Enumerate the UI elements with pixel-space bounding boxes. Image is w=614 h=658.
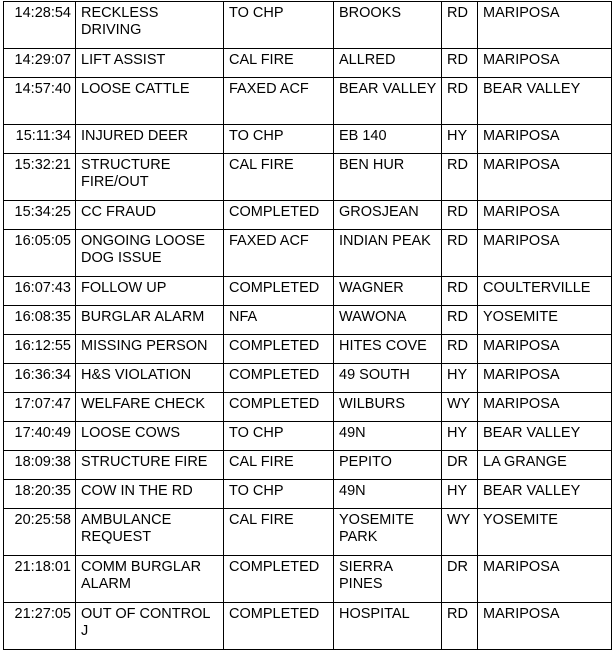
incident-log-body — [4, 2, 612, 650]
disposition-cell: FAXED ACF — [224, 78, 334, 125]
street-type-cell: DR — [442, 556, 478, 603]
incident-cell: RECKLESS DRIVING — [76, 2, 224, 49]
area-cell: MARIPOSA — [478, 393, 612, 422]
street-cell: WAGNER — [334, 277, 442, 306]
area-cell: BEAR VALLEY — [478, 480, 612, 509]
table-row — [4, 556, 612, 603]
disposition-cell: NFA — [224, 306, 334, 335]
street-cell: HITES COVE — [334, 335, 442, 364]
table-row — [4, 451, 612, 480]
incident-cell: ONGOING LOOSE DOG ISSUE — [76, 230, 224, 277]
table-row — [4, 306, 612, 335]
table-row — [4, 2, 612, 49]
incident-cell: BURGLAR ALARM — [76, 306, 224, 335]
table-row — [4, 154, 612, 201]
time-cell: 16:07:43 — [4, 277, 76, 306]
street-type-cell: RD — [442, 335, 478, 364]
time-cell: 14:28:54 — [4, 2, 76, 49]
area-cell: MARIPOSA — [478, 556, 612, 603]
time-cell: 17:40:49 — [4, 422, 76, 451]
street-type-cell: RD — [442, 2, 478, 49]
time-cell: 21:18:01 — [4, 556, 76, 603]
disposition-cell: COMPLETED — [224, 393, 334, 422]
street-type-cell: RD — [442, 49, 478, 78]
table-row — [4, 277, 612, 306]
street-cell: PEPITO — [334, 451, 442, 480]
street-type-cell: RD — [442, 230, 478, 277]
street-cell: GROSJEAN — [334, 201, 442, 230]
street-cell: ALLRED — [334, 49, 442, 78]
incident-cell: INJURED DEER — [76, 125, 224, 154]
street-type-cell: WY — [442, 509, 478, 556]
time-cell: 18:20:35 — [4, 480, 76, 509]
area-cell: MARIPOSA — [478, 364, 612, 393]
incident-cell: OUT OF CONTROL J — [76, 603, 224, 650]
area-cell: MARIPOSA — [478, 201, 612, 230]
time-cell: 14:29:07 — [4, 49, 76, 78]
street-type-cell: WY — [442, 393, 478, 422]
street-cell: HOSPITAL — [334, 603, 442, 650]
incident-cell: LOOSE COWS — [76, 422, 224, 451]
table-row — [4, 125, 612, 154]
area-cell: BEAR VALLEY — [478, 422, 612, 451]
incident-cell: H&S VIOLATION — [76, 364, 224, 393]
street-cell: 49N — [334, 422, 442, 451]
street-cell: SIERRA PINES — [334, 556, 442, 603]
table-row — [4, 393, 612, 422]
table-row — [4, 201, 612, 230]
incident-cell: COW IN THE RD — [76, 480, 224, 509]
table-row — [4, 78, 612, 125]
disposition-cell: CAL FIRE — [224, 451, 334, 480]
street-type-cell: RD — [442, 603, 478, 650]
street-type-cell: RD — [442, 277, 478, 306]
table-row — [4, 422, 612, 451]
area-cell: BEAR VALLEY — [478, 78, 612, 125]
incident-cell: LOOSE CATTLE — [76, 78, 224, 125]
disposition-cell: CAL FIRE — [224, 509, 334, 556]
street-type-cell: HY — [442, 422, 478, 451]
time-cell: 21:27:05 — [4, 603, 76, 650]
street-cell: BEN HUR — [334, 154, 442, 201]
time-cell: 16:05:05 — [4, 230, 76, 277]
incident-cell: FOLLOW UP — [76, 277, 224, 306]
area-cell: MARIPOSA — [478, 335, 612, 364]
incident-cell: MISSING PERSON — [76, 335, 224, 364]
table-row — [4, 230, 612, 277]
time-cell: 15:34:25 — [4, 201, 76, 230]
area-cell: MARIPOSA — [478, 49, 612, 78]
time-cell: 16:12:55 — [4, 335, 76, 364]
street-type-cell: RD — [442, 306, 478, 335]
disposition-cell: COMPLETED — [224, 201, 334, 230]
disposition-cell: COMPLETED — [224, 556, 334, 603]
street-cell: BEAR VALLEY — [334, 78, 442, 125]
incident-cell: STRUCTURE FIRE — [76, 451, 224, 480]
incident-cell: CC FRAUD — [76, 201, 224, 230]
area-cell: MARIPOSA — [478, 230, 612, 277]
disposition-cell: CAL FIRE — [224, 154, 334, 201]
street-cell: EB 140 — [334, 125, 442, 154]
street-cell: YOSEMITE PARK — [334, 509, 442, 556]
incident-cell: COMM BURGLAR ALARM — [76, 556, 224, 603]
disposition-cell: COMPLETED — [224, 335, 334, 364]
area-cell: YOSEMITE — [478, 509, 612, 556]
table-row — [4, 49, 612, 78]
time-cell: 20:25:58 — [4, 509, 76, 556]
street-cell: 49 SOUTH — [334, 364, 442, 393]
table-row — [4, 335, 612, 364]
disposition-cell: COMPLETED — [224, 364, 334, 393]
street-cell: WAWONA — [334, 306, 442, 335]
disposition-cell: FAXED ACF — [224, 230, 334, 277]
time-cell: 15:32:21 — [4, 154, 76, 201]
area-cell: COULTERVILLE — [478, 277, 612, 306]
table-row — [4, 603, 612, 650]
street-type-cell: HY — [442, 480, 478, 509]
incident-cell: AMBULANCE REQUEST — [76, 509, 224, 556]
street-type-cell: HY — [442, 125, 478, 154]
time-cell: 15:11:34 — [4, 125, 76, 154]
street-cell: 49N — [334, 480, 442, 509]
area-cell: MARIPOSA — [478, 125, 612, 154]
time-cell: 16:08:35 — [4, 306, 76, 335]
disposition-cell: COMPLETED — [224, 603, 334, 650]
disposition-cell: TO CHP — [224, 422, 334, 451]
table-row — [4, 364, 612, 393]
disposition-cell: CAL FIRE — [224, 49, 334, 78]
area-cell: MARIPOSA — [478, 2, 612, 49]
time-cell: 18:09:38 — [4, 451, 76, 480]
table-row — [4, 509, 612, 556]
street-type-cell: RD — [442, 78, 478, 125]
street-type-cell: DR — [442, 451, 478, 480]
street-type-cell: RD — [442, 154, 478, 201]
disposition-cell: TO CHP — [224, 2, 334, 49]
disposition-cell: TO CHP — [224, 125, 334, 154]
time-cell: 16:36:34 — [4, 364, 76, 393]
incident-cell: LIFT ASSIST — [76, 49, 224, 78]
incident-cell: STRUCTURE FIRE/OUT — [76, 154, 224, 201]
time-cell: 17:07:47 — [4, 393, 76, 422]
table-row — [4, 480, 612, 509]
area-cell: MARIPOSA — [478, 154, 612, 201]
street-cell: INDIAN PEAK — [334, 230, 442, 277]
disposition-cell: COMPLETED — [224, 277, 334, 306]
street-type-cell: RD — [442, 201, 478, 230]
area-cell: LA GRANGE — [478, 451, 612, 480]
street-type-cell: HY — [442, 364, 478, 393]
disposition-cell: TO CHP — [224, 480, 334, 509]
area-cell: MARIPOSA — [478, 603, 612, 650]
incident-cell: WELFARE CHECK — [76, 393, 224, 422]
street-cell: WILBURS — [334, 393, 442, 422]
time-cell: 14:57:40 — [4, 78, 76, 125]
incident-log-table — [3, 1, 612, 650]
street-cell: BROOKS — [334, 2, 442, 49]
area-cell: YOSEMITE — [478, 306, 612, 335]
